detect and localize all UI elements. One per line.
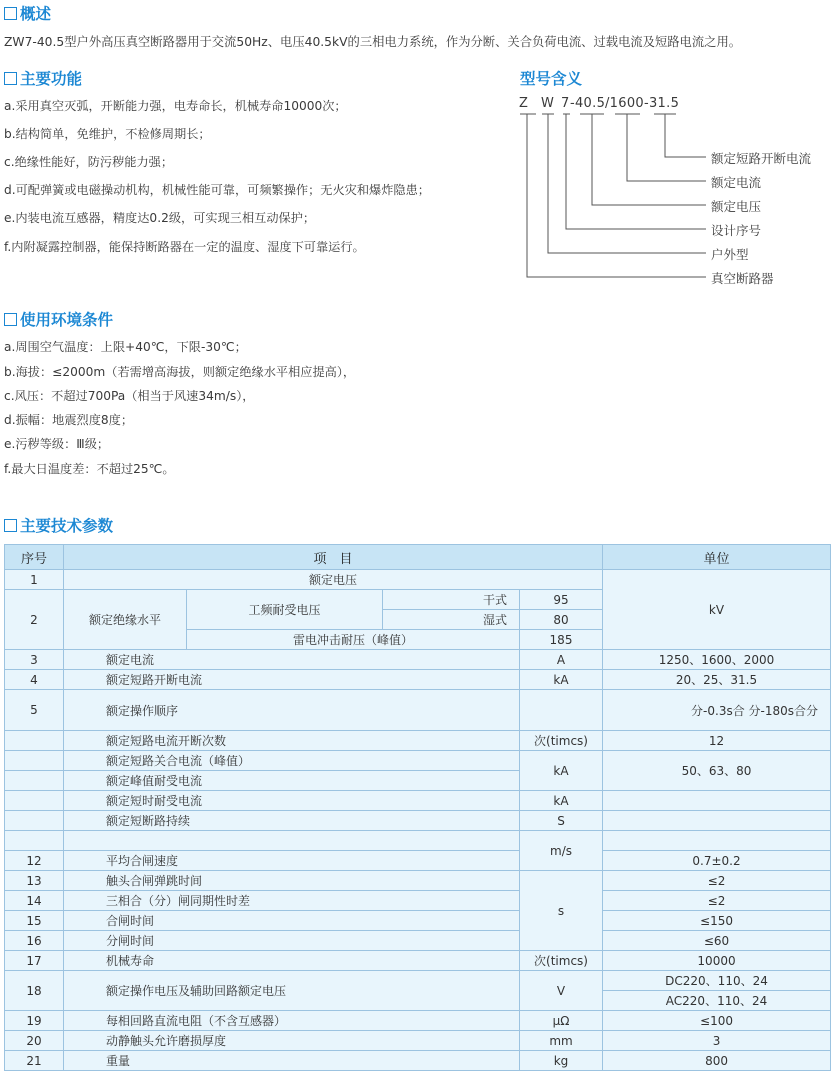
- table-row: [5, 791, 831, 811]
- table-cell: ≤2: [603, 871, 831, 891]
- table-cell: 额定电流: [64, 650, 520, 670]
- table-cell: [603, 811, 831, 831]
- table-cell: 800: [603, 1051, 831, 1071]
- table-cell: 21: [5, 1051, 64, 1071]
- table-cell: 80: [520, 610, 603, 630]
- table-cell: 10000: [603, 951, 831, 971]
- table-cell: A: [520, 650, 603, 670]
- table-cell: 分-0.3s合 分-180s合分: [603, 690, 831, 731]
- table-row: [5, 831, 831, 851]
- table-cell: 额定短时耐受电流: [64, 791, 520, 811]
- functions-title: 主要功能: [4, 67, 82, 89]
- table-cell: 触头合闸弹跳时间: [64, 871, 520, 891]
- table-cell: S: [520, 811, 603, 831]
- table-cell: 重量: [64, 1051, 520, 1071]
- table-cell: 额定短路关合电流（峰值）: [64, 751, 520, 771]
- table-cell: 1: [5, 570, 64, 590]
- table-cell: 14: [5, 891, 64, 911]
- model-part-breaking: -31.5: [644, 96, 680, 111]
- model-part-w: W: [541, 96, 555, 111]
- table-cell: 机械寿命: [64, 951, 520, 971]
- table-row: [5, 670, 831, 690]
- table-cell: 额定峰值耐受电流: [64, 771, 520, 791]
- bracket-line: [665, 114, 706, 157]
- table-cell: ≤60: [603, 931, 831, 951]
- table-cell: 0.7±0.2: [603, 851, 831, 871]
- table-row: [5, 851, 831, 871]
- model-title: 型号含义: [520, 70, 583, 88]
- overview-title: 概述: [4, 2, 51, 24]
- table-cell: V: [520, 971, 603, 1011]
- table-row: [5, 971, 831, 991]
- table-cell: 13: [5, 871, 64, 891]
- bracket-line: [592, 114, 706, 205]
- model-label: 户外型: [711, 247, 749, 262]
- table-cell: 1250、1600、2000: [603, 650, 831, 670]
- table-cell: DC220、110、24: [603, 971, 831, 991]
- table-cell: 额定操作顺序: [64, 690, 520, 731]
- table-cell: [603, 791, 831, 811]
- model-label: 真空断路器: [711, 271, 774, 286]
- table-cell: 185: [520, 630, 603, 650]
- model-part-series: 7: [561, 96, 570, 111]
- table-cell: ≤150: [603, 911, 831, 931]
- table-cell: 18: [5, 971, 64, 1011]
- table-cell: 动静触头允许磨损厚度: [64, 1031, 520, 1051]
- table-cell: 16: [5, 931, 64, 951]
- table-cell: 额定短断路持续: [64, 811, 520, 831]
- table-cell: 20: [5, 1031, 64, 1051]
- model-part-voltage: -40.5: [570, 96, 606, 111]
- bracket-line: [566, 114, 706, 229]
- table-cell: 4: [5, 670, 64, 690]
- model-label: 设计序号: [711, 223, 762, 238]
- table-cell: [5, 731, 64, 751]
- table-cell: 分闸时间: [64, 931, 520, 951]
- table-cell: m/s: [520, 831, 603, 871]
- table-cell: 12: [603, 731, 831, 751]
- function-item: e.内装电流互感器，精度达0.2级，可实现三相互动保护；: [4, 211, 316, 225]
- table-row: [5, 1011, 831, 1031]
- table-row: [5, 951, 831, 971]
- table-cell: [64, 831, 520, 851]
- table-header-row: [5, 545, 831, 570]
- table-cell: 额定短路开断电流: [64, 670, 520, 690]
- table-cell: [5, 771, 64, 791]
- model-label: 额定短路开断电流: [711, 151, 812, 166]
- table-cell: AC220、110、24: [603, 991, 831, 1011]
- table-cell: 额定短路电流开断次数: [64, 731, 520, 751]
- table-cell: kV: [603, 570, 831, 650]
- table-cell: kg: [520, 1051, 603, 1071]
- table-cell: 湿式: [383, 610, 520, 630]
- table-cell: 次(timcs): [520, 731, 603, 751]
- table-cell: 3: [603, 1031, 831, 1051]
- header-item: 项 目: [64, 545, 603, 570]
- table-cell: [520, 690, 603, 731]
- model-part-current: /1600: [605, 96, 644, 111]
- table-cell: kA: [520, 791, 603, 811]
- checkbox-square-icon: [4, 519, 17, 532]
- table-cell: 每相回路直流电阻（不含互感器）: [64, 1011, 520, 1031]
- header-no: 序号: [5, 545, 64, 570]
- table-row: [5, 650, 831, 670]
- function-item: a.采用真空灭弧，开断能力强，电寿命长，机械寿命10000次；: [4, 99, 347, 113]
- table-cell: 19: [5, 1011, 64, 1031]
- function-item: c.绝缘性能好，防污秽能力强；: [4, 155, 174, 169]
- env-item: b.海拔：≤2000m（若需增高海拔，则额定绝缘水平相应提高），: [4, 365, 356, 379]
- table-cell: 干式: [383, 590, 520, 610]
- table-row: [5, 911, 831, 931]
- env-item: e.污秽等级：Ⅲ级；: [4, 437, 110, 451]
- env-item: a.周围空气温度：上限+40℃，下限-30℃；: [4, 340, 247, 354]
- table-cell: 17: [5, 951, 64, 971]
- table-cell: 12: [5, 851, 64, 871]
- table-cell: 50、63、80: [603, 751, 831, 791]
- table-cell: 三相合（分）闸同期性时差: [64, 891, 520, 911]
- table-row: [5, 1031, 831, 1051]
- env-item: c.风压：不超过700Pa（相当于风速34m/s），: [4, 389, 255, 403]
- table-cell: ≤2: [603, 891, 831, 911]
- table-cell: [603, 831, 831, 851]
- env-item: d.振幅：地震烈度8度；: [4, 413, 134, 427]
- table-cell: 额定操作电压及辅助回路额定电压: [64, 971, 520, 1011]
- function-item: d.可配弹簧或电磁操动机构，机械性能可靠，可频繁操作；无火灾和爆炸隐患；: [4, 183, 430, 197]
- tech-title: 主要技术参数: [4, 514, 113, 536]
- table-row: [5, 811, 831, 831]
- table-row: [5, 871, 831, 891]
- table-row: [5, 731, 831, 751]
- table-cell: [5, 751, 64, 771]
- table-cell: 工频耐受电压: [187, 590, 383, 630]
- table-cell: 5: [5, 690, 64, 731]
- overview-text: ZW7-40.5型户外高压真空断路器用于交流50Hz、电压40.5kV的三相电力系统，作为分断、关合负荷电流、过载电流及短路电流之用。: [4, 35, 742, 49]
- table-cell: 平均合闸速度: [64, 851, 520, 871]
- table-cell: s: [520, 871, 603, 951]
- table-cell: 次(timcs): [520, 951, 603, 971]
- environment-title: 使用环境条件: [4, 308, 113, 330]
- table-cell: 95: [520, 590, 603, 610]
- table-row: [5, 931, 831, 951]
- header-unit: 单位: [603, 545, 831, 570]
- table-cell: [5, 831, 64, 851]
- table-cell: 额定电压: [64, 570, 603, 590]
- table-row: [5, 751, 831, 771]
- function-item: b.结构简单，免维护，不检修周期长；: [4, 127, 211, 141]
- table-cell: 3: [5, 650, 64, 670]
- table-cell: 额定绝缘水平: [64, 590, 187, 650]
- env-item: f.最大日温度差：不超过25℃。: [4, 462, 175, 476]
- model-part-z: Z: [519, 96, 529, 111]
- table-row: [5, 570, 831, 590]
- table-cell: mm: [520, 1031, 603, 1051]
- table-cell: [5, 811, 64, 831]
- model-label: 额定电压: [711, 199, 762, 214]
- model-bracket-diagram: [0, 0, 833, 300]
- function-item: f.内附凝露控制器，能保持断路器在一定的温度、湿度下可靠运行。: [4, 240, 365, 254]
- table-cell: 雷电冲击耐压（峰值）: [187, 630, 520, 650]
- table-cell: 合闸时间: [64, 911, 520, 931]
- table-cell: kA: [520, 670, 603, 690]
- table-row: [5, 690, 831, 731]
- table-cell: μΩ: [520, 1011, 603, 1031]
- table-cell: [5, 791, 64, 811]
- spec-table: [4, 544, 831, 1071]
- table-cell: kA: [520, 751, 603, 791]
- table-row: [5, 1051, 831, 1071]
- checkbox-square-icon: [4, 313, 17, 326]
- model-label: 额定电流: [711, 175, 762, 190]
- table-cell: 2: [5, 590, 64, 650]
- bracket-line: [627, 114, 706, 181]
- table-row: [5, 891, 831, 911]
- table-cell: 20、25、31.5: [603, 670, 831, 690]
- table-cell: 15: [5, 911, 64, 931]
- table-cell: ≤100: [603, 1011, 831, 1031]
